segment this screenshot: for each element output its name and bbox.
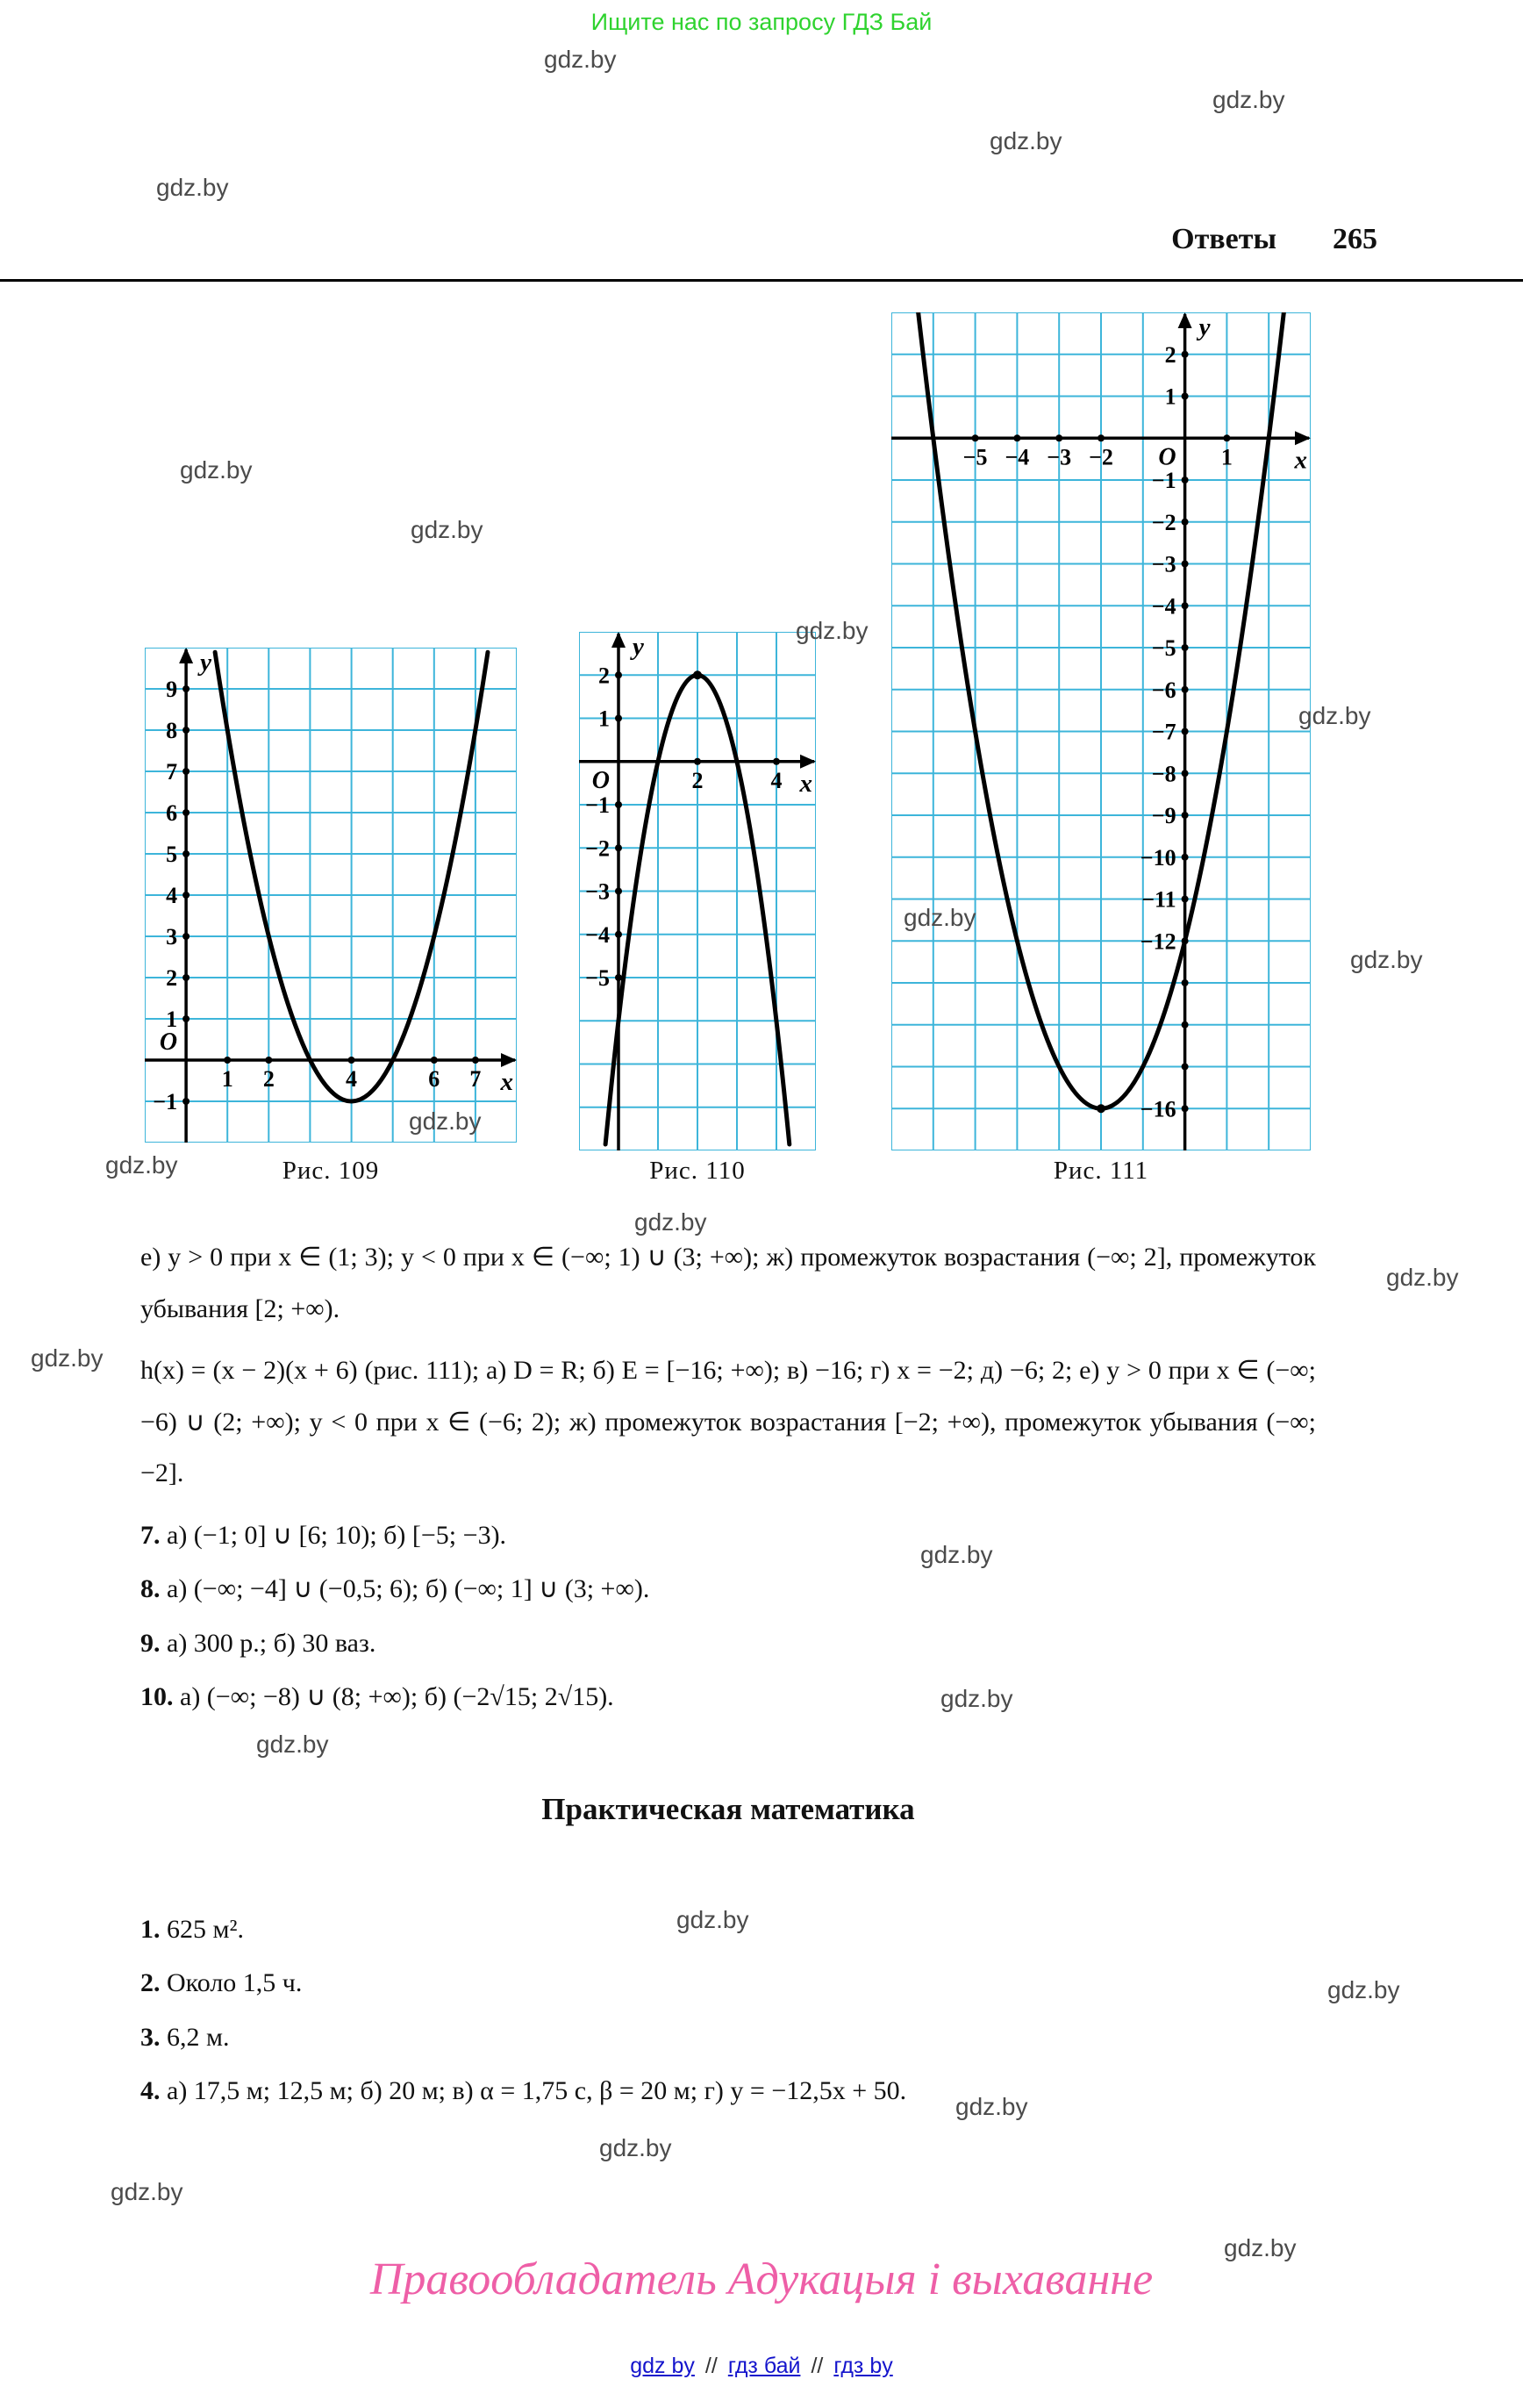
gdz-watermark: gdz.by	[990, 127, 1062, 154]
svg-text:1: 1	[598, 706, 610, 732]
svg-text:x: x	[799, 769, 812, 798]
answer-item-9	[140, 1618, 1316, 1670]
gdz-watermark: gdz.by	[256, 1731, 329, 1758]
svg-text:1: 1	[221, 1066, 233, 1092]
svg-text:−10: −10	[1140, 844, 1176, 871]
gdz-watermark: gdz.by	[904, 904, 976, 931]
svg-text:−3: −3	[1047, 444, 1072, 470]
practical-item-text: Около 1,5 ч.	[167, 1968, 303, 1998]
svg-text:−12: −12	[1140, 928, 1176, 955]
svg-text:4: 4	[770, 767, 783, 793]
gdz-watermark: gdz.by	[1298, 702, 1371, 729]
answer-paragraph-h	[140, 1345, 1316, 1500]
gdz-watermark: gdz.by	[796, 617, 869, 644]
svg-text:−11: −11	[1141, 886, 1176, 913]
answer-item-number: 8.	[140, 1574, 161, 1603]
gdz-watermark: gdz.by	[180, 456, 253, 484]
footer-links	[0, 2354, 1523, 2379]
svg-text:−8: −8	[1151, 761, 1176, 787]
svg-text:2: 2	[691, 767, 704, 793]
practical-item-number: 2.	[140, 1968, 161, 1998]
svg-text:x: x	[1294, 446, 1307, 475]
gdz-watermark: gdz.by	[156, 174, 229, 201]
svg-text:6: 6	[428, 1066, 440, 1092]
svg-text:−2: −2	[1089, 444, 1113, 470]
svg-text:O: O	[1158, 443, 1176, 471]
promo-banner: Ищите нас по запросу ГДЗ Бай	[590, 9, 933, 35]
figure-111-caption: Рис. 111	[1053, 1157, 1149, 1185]
gdz-watermark: gdz.by	[411, 516, 483, 543]
svg-text:−2: −2	[585, 835, 610, 862]
svg-text:2: 2	[598, 663, 610, 689]
practical-item-text: 625 м².	[167, 1914, 244, 1944]
practical-item-2	[140, 1958, 1316, 2010]
header-rule	[0, 279, 1523, 282]
svg-text:1: 1	[1164, 383, 1176, 410]
figure-111-plot	[891, 312, 1311, 1150]
gdz-watermark: gdz.by	[105, 1151, 178, 1179]
copyright-line: Правообладатель Адукацыя і выхаванне	[369, 2254, 1154, 2304]
page-header	[1171, 223, 1377, 256]
footer-link-gdz-by[interactable]: gdz by	[630, 2354, 695, 2378]
svg-text:2: 2	[262, 1066, 275, 1092]
gdz-watermark: gdz.by	[920, 1541, 993, 1568]
answer-item-number: 10.	[140, 1682, 174, 1711]
practical-item-number: 4.	[140, 2076, 161, 2106]
practical-item-text: а) 17,5 м; 12,5 м; б) 20 м; в) α = 1,75 с, β = 20 м; г) y = −12,5x + 50.	[167, 2076, 907, 2106]
svg-text:−5: −5	[585, 965, 610, 991]
header-title: Ответы	[1171, 223, 1276, 255]
svg-text:2: 2	[1164, 341, 1176, 368]
figure-110-plot	[579, 632, 816, 1150]
practical-item-3	[140, 2012, 1316, 2064]
svg-text:−7: −7	[1151, 719, 1176, 745]
section-title: Практическая математика	[541, 1791, 915, 1826]
answer-item-text: а) (−1; 0] ∪ [6; 10); б) [−5; −3).	[167, 1520, 507, 1550]
gdz-watermark: gdz.by	[1327, 1976, 1400, 2003]
gdz-watermark: gdz.by	[634, 1208, 707, 1236]
svg-text:−16: −16	[1140, 1096, 1176, 1122]
figure-110-caption: Рис. 110	[649, 1157, 746, 1185]
svg-text:O: O	[159, 1028, 178, 1056]
footer-link-gdz-bai[interactable]: гдз бай	[727, 2354, 801, 2378]
svg-text:6: 6	[166, 800, 178, 826]
gdz-watermark: gdz.by	[1386, 1264, 1459, 1291]
svg-text:9: 9	[166, 677, 178, 702]
answer-item-text: а) (−∞; −4] ∪ (−0,5; 6); б) (−∞; 1] ∪ (3; +∞).	[167, 1574, 650, 1603]
gdz-watermark: gdz.by	[1350, 946, 1423, 973]
svg-text:3: 3	[166, 924, 178, 950]
gdz-watermark: gdz.by	[599, 2134, 672, 2161]
answer-item-text: а) (−∞; −8) ∪ (8; +∞); б) (−2√15; 2√15).	[180, 1682, 614, 1711]
answer-item-7	[140, 1510, 1316, 1562]
figure-109-caption: Рис. 109	[282, 1157, 380, 1185]
svg-text:−4: −4	[1151, 593, 1176, 620]
gdz-watermark: gdz.by	[1224, 2234, 1297, 2261]
answer-text: h(x) = (x − 2)(x + 6) (рис. 111); а) D = R; б) E = [−16; +∞); в) −16; г) x = −2; д) −6; 2; е) y > 0 при x ∈ (−∞; −6) ∪ (2; +∞); y < 0 при x ∈ (−6; 2); ж) промежуток возрастания [−2; +∞), промежуток убывания (−∞; −2].	[140, 1356, 1316, 1487]
svg-text:−1: −1	[1151, 468, 1176, 493]
svg-text:7: 7	[166, 759, 178, 785]
svg-text:1: 1	[1220, 444, 1233, 470]
svg-text:−5: −5	[1151, 635, 1176, 661]
answer-text: е) y > 0 при x ∈ (1; 3); y < 0 при x ∈ (−∞; 1) ∪ (3; +∞); ж) промежуток возрастания (−∞; 2], промежуток убывания [2; +∞).	[140, 1243, 1316, 1323]
answer-paragraph-e	[140, 1232, 1316, 1335]
svg-text:y: y	[633, 633, 644, 661]
answer-item-10	[140, 1672, 1316, 1724]
svg-text:y: y	[200, 649, 211, 677]
practical-item-number: 1.	[140, 1914, 161, 1944]
link-separator: //	[704, 2354, 718, 2378]
gdz-watermark: gdz.by	[544, 46, 617, 73]
gdz-watermark: gdz.by	[940, 1685, 1013, 1712]
svg-text:−6: −6	[1151, 677, 1176, 703]
svg-text:x: x	[500, 1068, 513, 1096]
svg-text:1: 1	[166, 1007, 178, 1032]
svg-text:O: O	[591, 766, 610, 794]
gdz-watermark: gdz.by	[955, 2093, 1028, 2120]
link-separator: //	[811, 2354, 824, 2378]
answer-item-number: 7.	[140, 1520, 161, 1550]
page-number: 265	[1333, 223, 1377, 255]
practical-item-number: 3.	[140, 2022, 161, 2052]
svg-text:8: 8	[166, 718, 178, 743]
svg-text:−9: −9	[1151, 803, 1176, 828]
answers-block	[140, 1232, 1316, 2120]
gdz-watermark: gdz.by	[409, 1107, 482, 1135]
svg-text:−1: −1	[585, 792, 610, 818]
gdz-watermark: gdz.by	[31, 1344, 104, 1372]
answer-item-text: а) 300 р.; б) 30 ваз.	[167, 1628, 376, 1658]
figure-109-plot	[145, 648, 517, 1143]
answer-item-number: 9.	[140, 1628, 161, 1658]
gdz-watermark: gdz.by	[111, 2178, 183, 2205]
footer-link-gdz-by-ru[interactable]: гдз by	[833, 2354, 893, 2378]
svg-text:−4: −4	[585, 921, 610, 948]
svg-text:−4: −4	[1005, 444, 1030, 470]
svg-text:−5: −5	[962, 444, 988, 470]
svg-text:−2: −2	[1151, 509, 1176, 535]
svg-text:4: 4	[166, 883, 178, 908]
svg-text:2: 2	[166, 965, 178, 991]
practical-item-text: 6,2 м.	[167, 2022, 230, 2052]
svg-text:7: 7	[469, 1066, 482, 1092]
svg-text:4: 4	[346, 1066, 358, 1092]
answer-item-8	[140, 1564, 1316, 1616]
gdz-watermark: gdz.by	[676, 1906, 749, 1933]
svg-text:5: 5	[166, 842, 178, 867]
gdz-watermark: gdz.by	[1212, 86, 1285, 113]
svg-text:−3: −3	[585, 878, 610, 905]
practical-item-4	[140, 2066, 1316, 2118]
svg-text:y: y	[1198, 313, 1211, 341]
svg-text:−1: −1	[153, 1089, 178, 1114]
svg-text:−3: −3	[1151, 551, 1176, 577]
